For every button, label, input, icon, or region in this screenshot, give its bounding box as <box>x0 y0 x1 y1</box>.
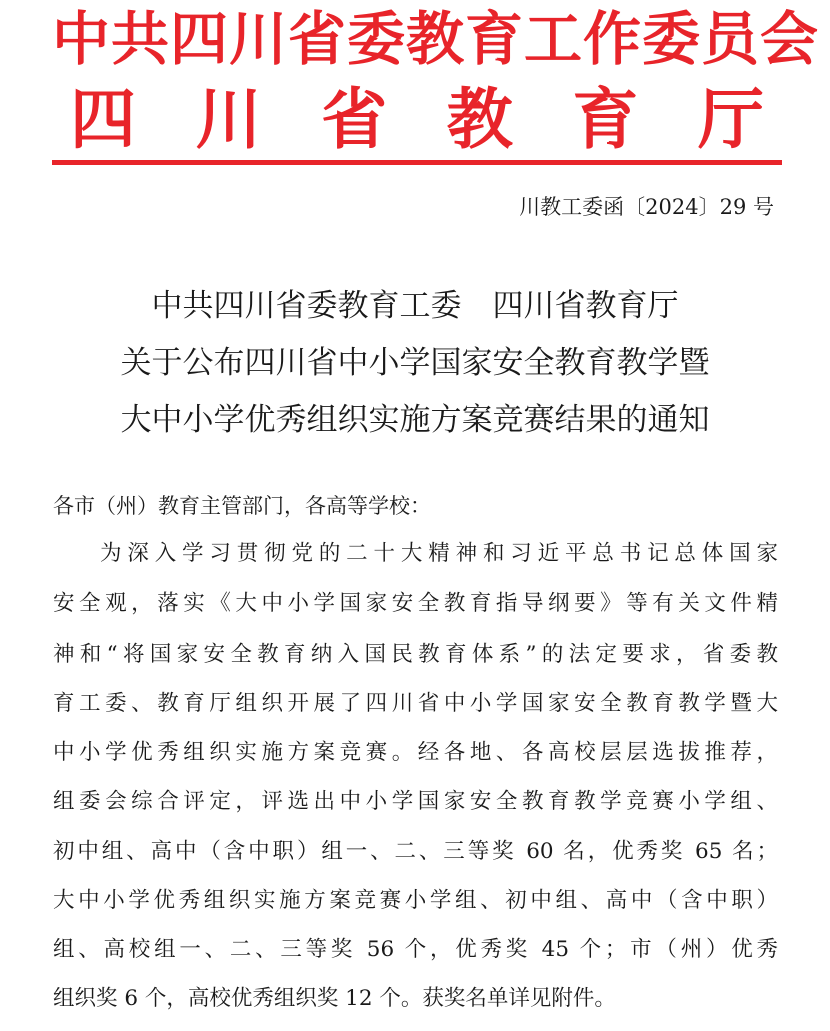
body-line: 育工委、教育厅组织开展了四川省中小学国家安全教育教学暨大 <box>53 691 778 716</box>
body-line: 神和“将国家安全教育纳入国民教育体系”的法定要求，省委教 <box>53 642 778 667</box>
header-dept-char: 教 <box>446 81 513 158</box>
salutation: 各市（州）教育主管部门，各高等学校： <box>53 494 431 518</box>
title-line: 大中小学优秀组织实施方案竞赛结果的通知 <box>120 402 710 438</box>
title-line: 中共四川省委教育工委 四川省教育厅 <box>151 288 679 324</box>
body-line: 中小学优秀组织实施方案竞赛。经各地、各高校层层选拔推荐， <box>53 740 778 765</box>
header-dept-char: 省 <box>321 81 388 158</box>
title-line: 关于公布四川省中小学国家安全教育教学暨 <box>120 345 710 381</box>
header-organization: 中共四川省委教育工作委员会 <box>52 5 820 73</box>
header-divider <box>52 160 782 165</box>
body-line: 初中组、高中（含中职）组一、二、三等奖 60 名，优秀奖 65 名； <box>53 839 778 864</box>
body-line: 安全观，落实《大中小学国家安全教育指导纲要》等有关文件精 <box>53 591 778 616</box>
header-dept-char: 育 <box>572 81 639 158</box>
header-dept-char: 厅 <box>697 81 764 158</box>
header-dept-char: 四 <box>70 81 136 158</box>
body-line: 大中小学优秀组织实施方案竞赛小学组、初中组、高中（含中职） <box>53 888 778 913</box>
body-line: 组、高校组一、二、三等奖 56 个，优秀奖 45 个；市（州）优秀 <box>53 937 778 962</box>
header-department <box>52 82 782 158</box>
body-line: 为深入学习贯彻党的二十大精神和习近平总书记总体国家 <box>100 541 778 566</box>
body-line: 组委会综合评定，评选出中小学国家安全教育教学竞赛小学组、 <box>53 789 778 814</box>
header-dept-char: 川 <box>195 81 262 158</box>
document-number: 川教工委函〔2024〕29 号 <box>519 195 774 219</box>
body-line: 组织奖 6 个，高校优秀组织奖 12 个。获奖名单详见附件。 <box>53 986 616 1011</box>
